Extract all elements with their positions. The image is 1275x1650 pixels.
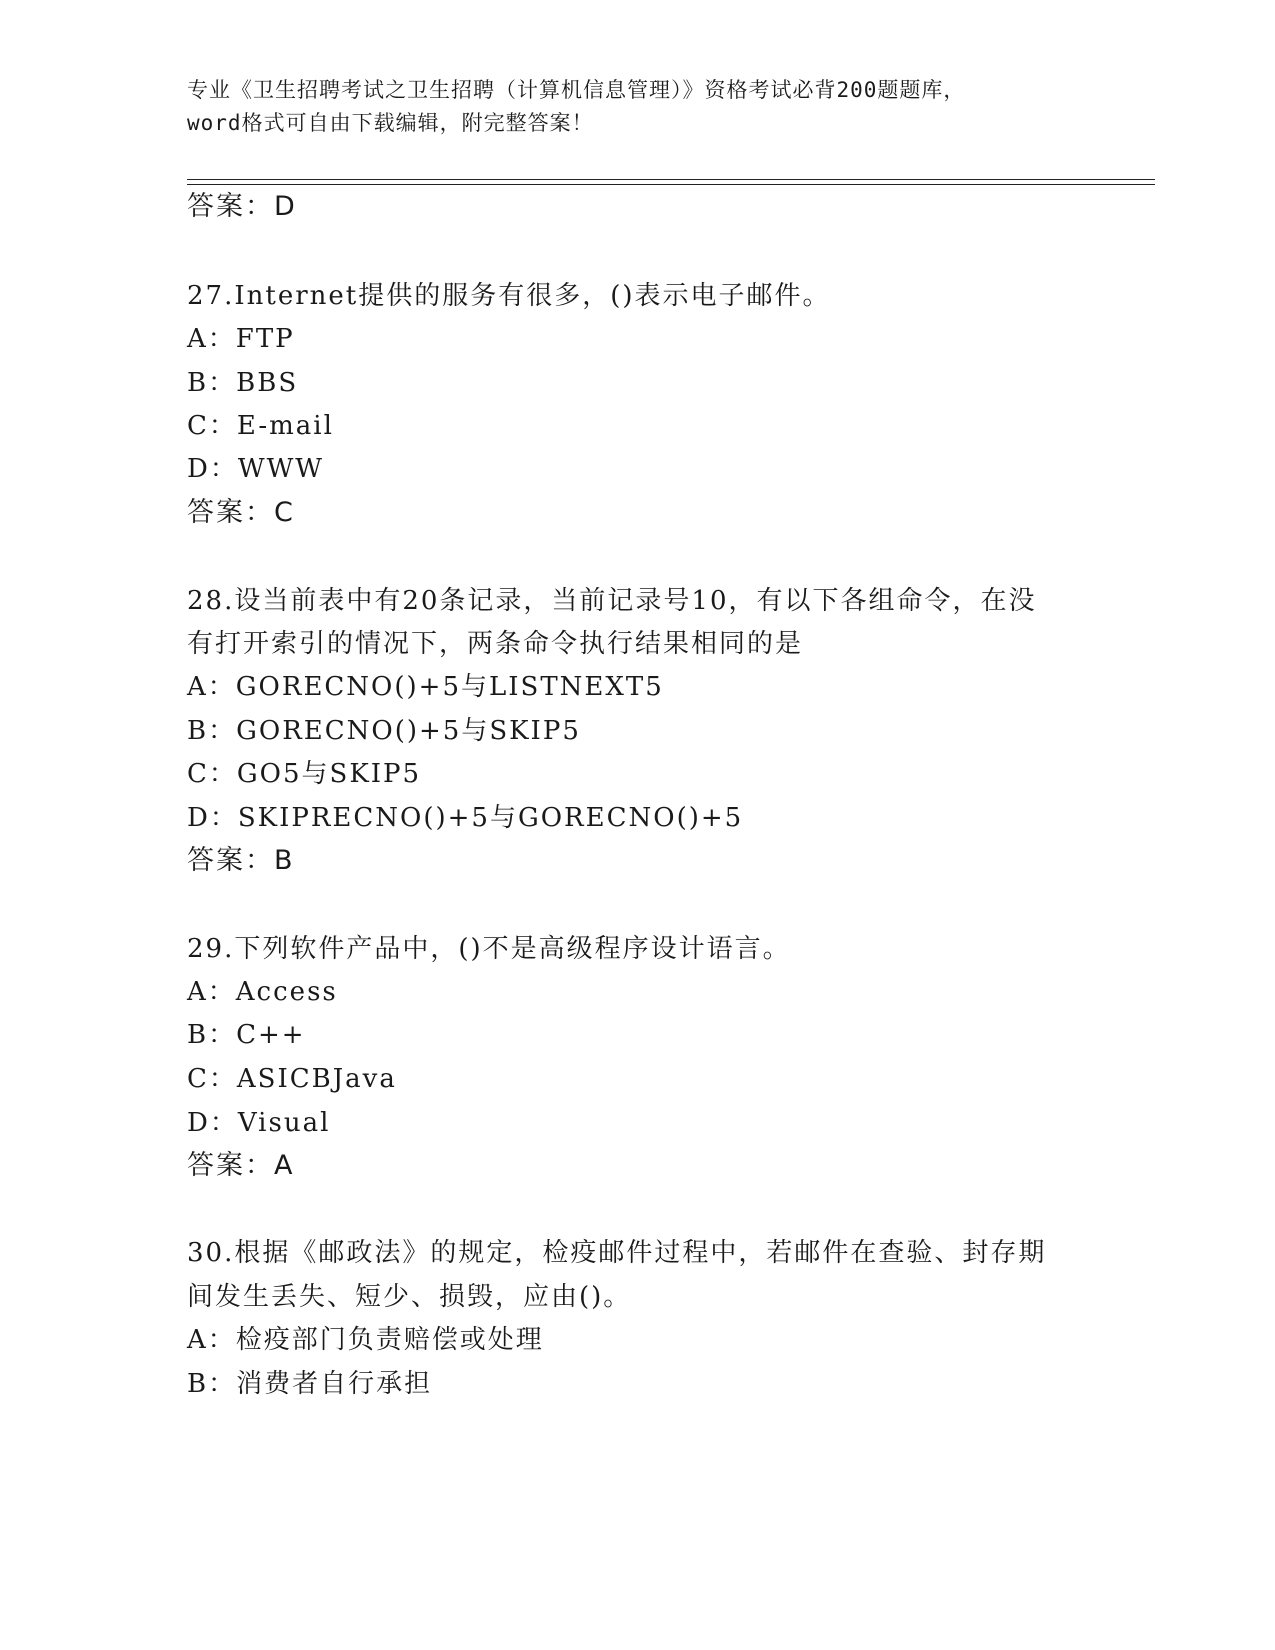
header-line-2: word格式可自由下载编辑，附完整答案！ xyxy=(187,111,594,135)
question-29-answer: 答案：A xyxy=(187,1150,295,1181)
question-29-option-a: A：Access xyxy=(187,977,338,1007)
question-27-option-c: C：E-mail xyxy=(187,411,334,441)
question-28-option-b: B：GORECNO()+5与SKIP5 xyxy=(187,716,581,746)
question-30-stem-line-1: 30.根据《邮政法》的规定，检疫邮件过程中，若邮件在查验、封存期 xyxy=(187,1238,1047,1268)
header-rule-top xyxy=(187,179,1155,180)
question-27-stem-line-1: 27.Internet提供的服务有很多，()表示电子邮件。 xyxy=(187,281,831,311)
answer-previous-question: 答案：D xyxy=(187,191,297,222)
question-28-answer: 答案：B xyxy=(187,845,295,876)
header-rule-bottom xyxy=(187,184,1155,185)
question-28-stem-line-1: 28.设当前表中有20条记录，当前记录号10，有以下各组命令，在没 xyxy=(187,586,1037,616)
question-28-option-d: D：SKIPRECNO()+5与GORECNO()+5 xyxy=(187,803,744,833)
question-27-option-d: D：WWW xyxy=(187,454,325,484)
question-27-answer: 答案：C xyxy=(187,497,295,528)
question-27-option-b: B：BBS xyxy=(187,368,299,398)
question-27-option-a: A：FTP xyxy=(187,324,295,354)
question-28-option-a: A：GORECNO()+5与LISTNEXT5 xyxy=(187,672,664,702)
question-29-option-b: B：C++ xyxy=(187,1020,306,1050)
question-28-option-c: C：GO5与SKIP5 xyxy=(187,759,422,789)
question-30-stem-line-2: 间发生丢失、短少、损毁，应由()。 xyxy=(187,1282,632,1312)
question-29-option-c: C：ASICBJava xyxy=(187,1064,397,1094)
question-29-option-d: D：Visual xyxy=(187,1108,331,1138)
document-header xyxy=(187,74,1087,140)
header-line-1: 专业《卫生招聘考试之卫生招聘（计算机信息管理）》资格考试必背200题题库， xyxy=(187,78,966,102)
question-30-option-b: B：消费者自行承担 xyxy=(187,1369,433,1399)
question-30-option-a: A：检疫部门负责赔偿或处理 xyxy=(187,1325,544,1355)
question-29-stem-line-1: 29.下列软件产品中，()不是高级程序设计语言。 xyxy=(187,934,791,964)
question-28-stem-line-2: 有打开索引的情况下，两条命令执行结果相同的是 xyxy=(187,629,804,659)
